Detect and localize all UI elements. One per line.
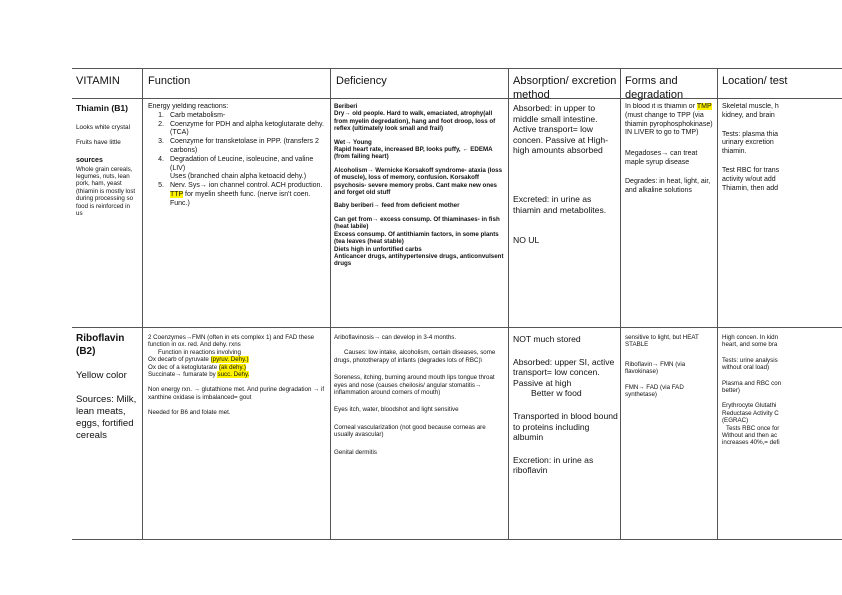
rf-absorption-excretion: Excretion: in urine as riboflavin: [513, 454, 594, 476]
deficiency-drugs: Anticancer drugs, antihypertensive drugs, anticonvulsent drugs: [334, 252, 504, 268]
column-divider: [142, 69, 143, 539]
rf-absorption-transported: Transported in blood bound to proteins including albumin: [513, 410, 618, 443]
rf-deficiency-eyes: Eyes itch, water, bloodshot and light sensitive: [334, 406, 459, 414]
highlight-tmp: TMP: [696, 103, 712, 110]
thiamin-forms-cell: [625, 103, 715, 195]
rf-location-rbc: Tests RBC once for Without and then ac increases 40%,= defi: [722, 424, 780, 447]
deficiency-wet: Wet→ Young: [334, 138, 372, 146]
function-list-item: Uses (branched chain alpha ketoacid dehy.): [170, 173, 307, 181]
forms-megadoses: Megadoses→ can treat maple syrup disease: [625, 150, 698, 166]
thiamin-sources-body: Whole grain cereals, legumes, nuts, lean pork, ham, yeast (thiamin is mostly lost during processing so food is reinforced in us: [76, 165, 136, 218]
rf-function-ox-pyruvate: Ox decarb of pyruvate (pyruv. Dehy.): [148, 356, 249, 364]
rf-function-ox-akg: Ox dec of a ketoglutarate (ak dehy.): [148, 363, 246, 371]
rf-function-coenzymes: 2 Coenzymes→FMN (often in ets complex 1) and FAD these function in ox. red. And dehy. rxns: [148, 334, 315, 349]
forms-blood: In blood it is thiamin or TMP (must change to TPP (via thiamin pyrophosphokinase) IN LIVER to go to TMP): [625, 103, 713, 137]
deficiency-baby: Baby beriberi→ feed from deficient mother: [334, 202, 460, 210]
function-list-item: 3. Coenzyme for transketolase in PPP. (transfers 2 carbons): [158, 138, 319, 154]
column-divider: [717, 69, 718, 539]
deficiency-can-get: Can get from→ excess consump. Of thiaminases- in fish (heat labile): [334, 215, 500, 231]
function-list-item: 1. Carb metabolism-: [158, 111, 226, 119]
header-vitamin: VITAMIN: [76, 75, 120, 87]
absorption-absorbed: Absorbed: in upper to middle small intestine. Active transport= low concen. Passive at High- high amounts absorbed: [513, 103, 609, 156]
deficiency-diets: Diets high in unfortified carbs: [334, 245, 422, 253]
rf-absorption-not-stored: NOT much stored: [513, 334, 581, 344]
rf-function-needed: Needed for B6 and folate met.: [148, 409, 231, 417]
rf-forms-fmn: Riboflavin→ FMN (via flavokinase): [625, 360, 686, 376]
thiamin-looks: Looks white crystal: [76, 123, 130, 131]
thiamin-function-intro: Energy yielding reactions:: [148, 103, 229, 110]
thiamin-vitamin-cell: [76, 103, 138, 217]
vitamin-table: [72, 68, 842, 540]
riboflavin-location-cell: [722, 334, 790, 447]
thiamin-function-cell: [148, 103, 328, 209]
highlight-ttp: TTP: [170, 190, 184, 198]
riboflavin-sources: Sources: Milk, lean meats, eggs, fortified cereals: [76, 394, 137, 441]
header-forms: Forms and degradation: [625, 75, 684, 101]
rf-absorption-absorbed: Absorbed: upper SI, active transport= low concen. Passive at high: [513, 356, 615, 388]
riboflavin-forms-cell: [625, 334, 715, 398]
highlight-succ: succ. Dehy.: [217, 371, 250, 379]
rf-deficiency-genital: Genital dermitis: [334, 448, 377, 456]
thiamin-absorption-cell: [513, 103, 618, 246]
deficiency-alcoholism: Alcoholism→ Wernicke Korsakoff syndrome- ataxia (loss of muscle), loss of memory, confusion. Korsakoff psychosis- severe memory probs. Cant make new ones and forget old stuff: [334, 166, 503, 197]
riboflavin-absorption-cell: [513, 334, 618, 476]
thiamin-name: Thiamin (B1): [76, 103, 129, 113]
riboflavin-color: Yellow color: [76, 370, 127, 381]
function-list-item: 5. Nerv. Sys→ ion channel control. ACH production. TTP for myelin sheeth func. (nerve isn't coen. Func.): [158, 182, 323, 207]
rf-location-tests: Tests: urine analysis without oral load): [722, 356, 778, 372]
column-divider: [620, 69, 621, 539]
rf-function-nonenergy: Non energy rxn. → glutathione met. And purine degradation → if xanthine oxidase is imbalanced= gout: [148, 386, 325, 401]
highlight-pyruv: (pyruv. Dehy.): [210, 356, 249, 364]
highlight-ak: (ak dehy.): [218, 363, 246, 371]
header-absorption: Absorption/ excretion method: [513, 75, 617, 101]
thiamin-sources-title: sources: [76, 156, 103, 164]
absorption-excreted: Excreted: in urine as thiamin and metabolites.: [513, 193, 607, 215]
function-list-item: 4. Degradation of Leucine, isoleucine, and valine (LIV): [158, 155, 314, 172]
riboflavin-function-cell: [148, 334, 328, 417]
absorption-no-ul: NO UL: [513, 235, 540, 246]
riboflavin-vitamin-cell: [76, 332, 140, 442]
column-divider: [508, 69, 509, 539]
row-divider: [72, 327, 842, 328]
rf-deficiency-corneal: Corneal vascularization (not good because corneas are usually avascular): [334, 423, 486, 439]
rf-location-plasma: Plasma and RBC con better): [722, 379, 782, 395]
column-divider: [330, 69, 331, 539]
thiamin-location-cell: [722, 103, 788, 193]
rf-absorption-better: Better w food: [531, 388, 582, 399]
riboflavin-deficiency-cell: [334, 334, 506, 456]
rf-deficiency-soreness: Soreness, itching, burning around mouth lips tongue throat eyes and nose (causes cheilosis/ angular stomatitis→ inflammation around corners of mouth): [334, 374, 495, 397]
function-list-item: 2. Coenzyme for PDH and alpha ketoglutarate dehy. (TCA): [158, 120, 324, 137]
header-function: Function: [148, 75, 191, 87]
rf-forms-fad: FMN→ FAD (via FAD synthetase): [625, 383, 684, 399]
location-tests: Tests: plasma thia urinary excretion thiamin.: [722, 130, 779, 156]
location-rbc-test: Test RBC for trans activity w/out add Thiamin, then add: [722, 166, 780, 192]
deficiency-dry: Dry→ old people. Hard to walk, emaciated, atrophy(all from myelin degredation), hang and foot droop, loss of reflex (ultimately look small and frail): [334, 110, 496, 133]
deficiency-excess: Excess consump. Of antithiamin factors, in some plants (tea leaves (heat stable): [334, 230, 499, 246]
rf-location-concen: High concen. In kidn heart, and some bra: [722, 334, 779, 349]
rf-function-reactions: Function in reactions involving: [158, 348, 241, 356]
thiamin-deficiency-cell: [334, 103, 506, 268]
row-divider: [72, 98, 842, 99]
header-location: Location/ test: [722, 75, 788, 87]
rf-deficiency-causes: Causes: low intake, alcoholism, certain diseases, some drugs, phototherapy of infants (degrades lots of RBC)\: [334, 349, 496, 364]
location-tissues: Skeletal muscle, h kidney, and brain: [722, 103, 779, 119]
rf-deficiency-ariboflavinosis: Ariboflavinosis→ can develop in 3-4 months.: [334, 334, 457, 341]
rf-location-egrac: Erythrocyte Glutathi Reductase Activity C (EGRAC): [722, 402, 779, 425]
rf-forms-sensitive: sensitive to light, but HEAT STABLE: [625, 334, 699, 349]
riboflavin-name: Riboflavin (B2): [76, 333, 125, 357]
thiamin-fruits: Fruits have little: [76, 139, 121, 147]
forms-degrades: Degrades: in heat, light, air, and alkaline solutions: [625, 177, 711, 194]
deficiency-wet-body: Rapid heart rate, increased BP, looks puffy, ← EDEMA (from failing heart): [334, 146, 493, 161]
header-deficiency: Deficiency: [336, 75, 387, 87]
rf-function-succinate: Succinate→ fumarate by succ. Dehy.: [148, 371, 250, 379]
deficiency-beriberi: Beriberi: [334, 103, 358, 110]
